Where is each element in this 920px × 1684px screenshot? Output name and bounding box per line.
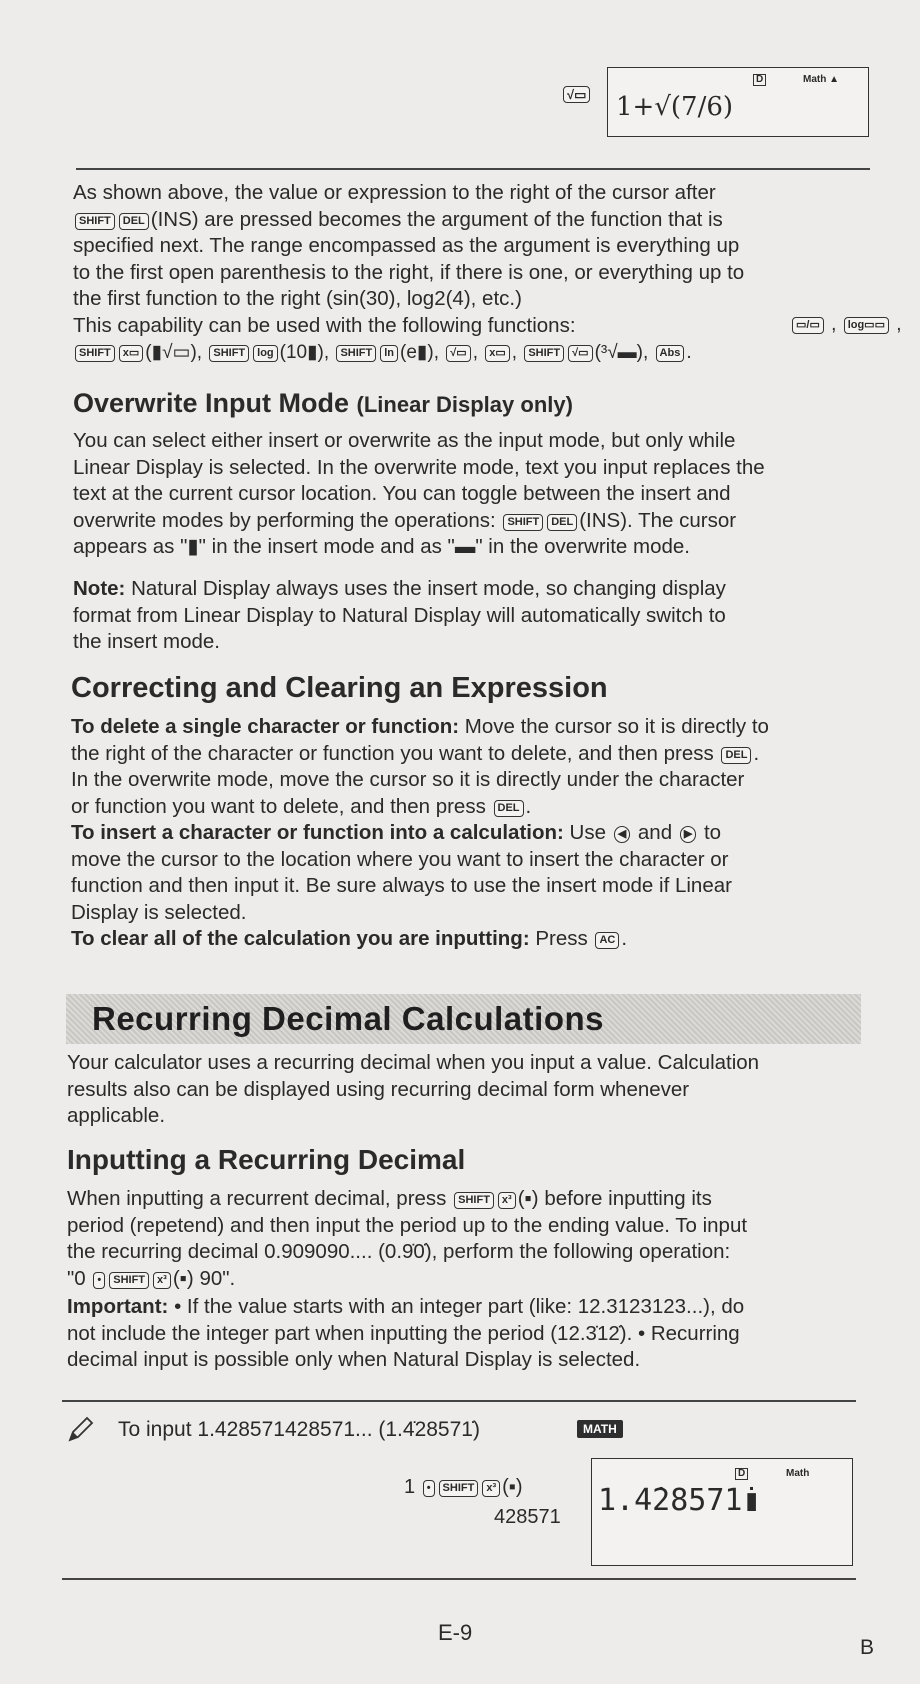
section-heading-correcting: Correcting and Clearing an Expression [71, 672, 608, 704]
inputting-body: When inputting a recurrent decimal, press SHIFT x³ (▪) before inputting its period (repetend) and then input the period up to the ending value. To input the recurring decimal 0.909090.... (0.9̇0̇), perform the following operation: "0 • SHIFT x³ (▪) 90". [67, 1187, 748, 1290]
shift-key: SHIFT [209, 345, 249, 362]
power-key: x▭ [485, 345, 510, 362]
section-heading-inputting: Inputting a Recurring Decimal [67, 1144, 466, 1175]
example-caption: To input 1.428571428571... (1.4̇28571̇) [118, 1418, 480, 1441]
correcting-body: To delete a single character or function: Move the cursor so it is directly to the right of the character or function you want to delete, and then press DEL . In the overwrite mode, move the cursor so it is directly under the character or function you want to delete, and then press DEL . To insert a character or function into a calculation: Use ◀ and ▶ to move the cursor to the location where you want to insert the character or function and then input it. Be sure always to use the insert mode if Linear Display is selected. To clear all of the calculation you are inputting: Press AC . [71, 715, 769, 950]
log-key: log [253, 345, 278, 362]
del-key: DEL [547, 514, 577, 531]
recurring-intro: Your calculator uses a recurring decimal when you input a value. Calculation results also can be displayed using recurring decimal form whenever applicable. [67, 1051, 760, 1127]
decimal-point-key: • [423, 1480, 435, 1497]
divider [76, 168, 870, 170]
cursor-left-key: ◀ [614, 826, 630, 843]
del-key: DEL [119, 213, 149, 230]
ac-key: AC [595, 932, 619, 949]
display-flag-math: Math ▲ [803, 74, 840, 85]
pencil-icon [66, 1414, 96, 1444]
x-cubed-key: x³ [498, 1192, 516, 1209]
argument-explanation: As shown above, the value or expression to the right of the cursor after SHIFT DEL (INS) are pressed becomes the argument of the function that is specified next. The range encompassed as the argument is everything up to the first open parenthesis to the right, if there is one, or everything up to the first function to the right (sin(30), log2(4), etc.) This capability can be used with the following functions: [73, 181, 745, 337]
inputting-important: Important: • If the value starts with an integer part (like: 12.3123123...), do not include the integer part when inputting the period (12.3̇12̇). • Recurring decimal input is possible only when Natural Display is selected. [67, 1295, 745, 1371]
shift-key: SHIFT [454, 1192, 494, 1209]
function-key-list-end: ▭/▭ , log▭▭ , [790, 314, 902, 336]
overwrite-body: You can select either insert or overwrite as the input mode, but only while Linear Display is selected. In the overwrite mode, text you input replaces the text at the current cursor location. You can toggle between the insert and overwrite modes by performing the operations: SHIFT DEL (INS). The cursor appears as "▮" in the insert mode and as "▬" in the overwrite mode. [73, 429, 765, 558]
decimal-point-key: • [93, 1272, 105, 1289]
calculator-screen-example [591, 1458, 853, 1566]
function-key-list: SHIFT x▭ (▮√▭), SHIFT log (10▮), SHIFT ln (e▮), √▭ , x▭ , SHIFT √▭ (³√▬), Abs . [73, 340, 692, 366]
shift-key: SHIFT [336, 345, 376, 362]
math-mode-badge: MATH [577, 1420, 623, 1438]
sqrt-key: √▭ [563, 86, 590, 103]
shift-key: SHIFT [75, 213, 115, 230]
section-banner-recurring: Recurring Decimal Calculations [66, 994, 861, 1044]
display-flag-math: Math [786, 1468, 810, 1479]
power-key: x▭ [119, 345, 144, 362]
shift-key: SHIFT [109, 1272, 149, 1289]
log-base-key: log▭▭ [844, 317, 889, 334]
page-number: E-9 [438, 1620, 473, 1645]
display-flag-d: D [753, 74, 766, 86]
del-key: DEL [721, 747, 751, 764]
divider [62, 1400, 856, 1402]
example-key-suffix: 428571 [494, 1506, 561, 1528]
fraction-key: ▭/▭ [792, 317, 824, 334]
shift-key: SHIFT [503, 514, 543, 531]
sqrt-key: √▭ [446, 345, 470, 362]
abs-key: Abs [656, 345, 685, 362]
shift-key: SHIFT [75, 345, 115, 362]
display-expression: 1.4̇28571̇▮ [598, 1483, 761, 1518]
x-cubed-key: x³ [153, 1272, 171, 1289]
display-flag-d: D [735, 1468, 748, 1480]
x-cubed-key: x³ [482, 1480, 500, 1497]
shift-key: SHIFT [524, 345, 564, 362]
cursor-right-key: ▶ [680, 826, 696, 843]
calculator-screen-top [607, 67, 869, 137]
display-expression: 1+√(7/6) [616, 92, 734, 122]
shift-key: SHIFT [439, 1480, 479, 1497]
ln-key: ln [380, 345, 398, 362]
example-key-sequence: 1 • SHIFT x³ (▪) [404, 1476, 523, 1498]
section-heading-overwrite: Overwrite Input Mode (Linear Display only) [73, 388, 573, 418]
del-key: DEL [494, 800, 524, 817]
overwrite-note: Note: Natural Display always uses the insert mode, so changing display format from Linear Display to Natural Display will automatically switch to the insert mode. [73, 577, 726, 653]
corner-letter: B [860, 1636, 875, 1659]
sqrt-key: √▭ [568, 345, 592, 362]
divider [62, 1578, 856, 1580]
